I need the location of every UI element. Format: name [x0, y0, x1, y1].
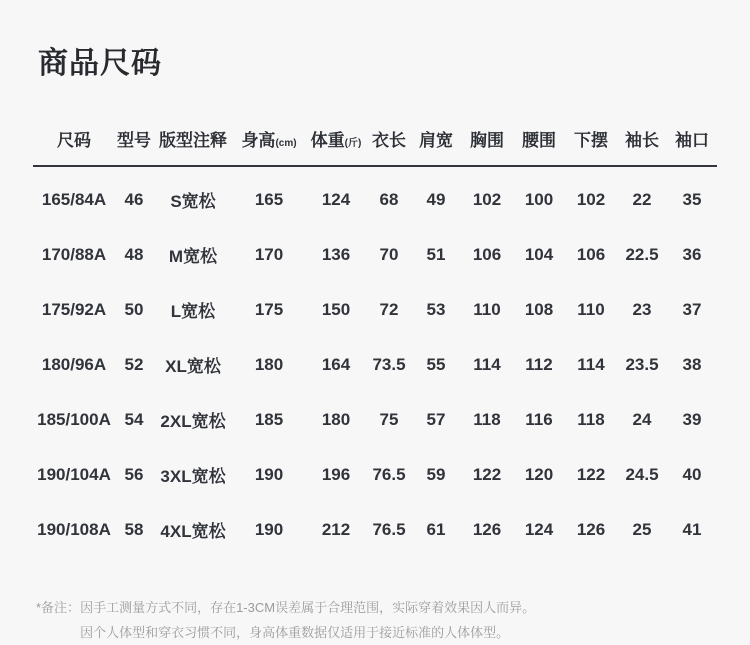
table-cell: 165 [254, 189, 284, 209]
table-cell: 170/88A [41, 244, 107, 264]
column-header: 体重(斤) [305, 116, 367, 166]
table-cell: 56 [124, 464, 144, 484]
column-header: 尺码 [33, 116, 115, 166]
table-cell: 24.5 [625, 464, 659, 484]
table-cell: M宽松 [168, 247, 218, 266]
table-cell: 52 [124, 354, 144, 374]
table-cell: 102 [576, 189, 606, 209]
table-cell: 136 [321, 244, 351, 264]
table-cell: 76.5 [372, 464, 406, 484]
column-header-unit: (cm) [275, 138, 297, 149]
table-cell: S宽松 [170, 192, 216, 211]
table-cell: 46 [124, 189, 144, 209]
table-cell: 118 [473, 409, 501, 429]
column-header-unit: (斤) [344, 138, 362, 149]
table-cell: 112 [525, 354, 553, 374]
table-cell: 39 [682, 409, 702, 429]
column-header: 袖口 [667, 116, 717, 166]
table-cell: 58 [124, 519, 144, 539]
remark-text [80, 595, 717, 645]
table-row [33, 337, 717, 392]
table-cell: 180 [254, 354, 284, 374]
table-cell: 106 [472, 244, 502, 264]
table-cell: 37 [682, 299, 702, 319]
table-cell: 120 [524, 464, 554, 484]
table-cell: 122 [472, 464, 502, 484]
table-cell: 110 [473, 299, 501, 319]
table-cell: 114 [577, 354, 605, 374]
remark-note [36, 595, 717, 645]
table-cell: L宽松 [170, 302, 216, 321]
table-cell: 122 [576, 464, 606, 484]
table-cell: 190 [254, 519, 284, 539]
table-cell: 59 [426, 464, 446, 484]
table-cell: 76.5 [372, 519, 406, 539]
table-cell: 23.5 [625, 354, 659, 374]
table-cell: 150 [321, 299, 351, 319]
remark-line-1: 因手工测量方式不同，存在1-3CM误差属于合理范围，实际穿着效果因人而异。 [80, 600, 536, 615]
column-header: 身高(cm) [233, 116, 305, 166]
table-cell: 102 [472, 189, 502, 209]
table-cell: 51 [426, 244, 446, 264]
table-cell: 24 [632, 409, 652, 429]
table-cell: XL宽松 [165, 357, 221, 376]
table-cell: 108 [524, 299, 554, 319]
table-cell: 196 [321, 464, 351, 484]
column-header: 袖长 [617, 116, 667, 166]
table-cell: 61 [426, 519, 446, 539]
table-cell: 114 [473, 354, 501, 374]
table-cell: 50 [124, 299, 144, 319]
column-header: 腰围 [513, 116, 565, 166]
table-cell: 126 [472, 519, 502, 539]
table-cell: 49 [426, 189, 446, 209]
size-table-body [33, 166, 717, 557]
table-cell: 118 [577, 409, 605, 429]
table-cell: 23 [632, 299, 652, 319]
table-cell: 185/100A [37, 409, 111, 429]
table-cell: 190/108A [37, 519, 111, 539]
table-row [33, 227, 717, 282]
table-cell: 25 [632, 519, 652, 539]
table-cell: 165/84A [41, 189, 107, 209]
table-cell: 175/92A [41, 299, 107, 319]
table-cell: 116 [525, 409, 553, 429]
table-cell: 2XL宽松 [160, 412, 226, 431]
table-cell: 110 [577, 299, 605, 319]
table-row [33, 502, 717, 557]
table-cell: 73.5 [372, 354, 406, 374]
table-cell: 22.5 [625, 244, 659, 264]
table-row [33, 282, 717, 337]
table-row [33, 166, 717, 227]
table-row [33, 447, 717, 502]
table-cell: 126 [576, 519, 606, 539]
column-header: 下摆 [565, 116, 617, 166]
column-header: 胸围 [461, 116, 513, 166]
table-cell: 22 [632, 189, 652, 209]
remark-line-2: 因个人体型和穿衣习惯不同，身高体重数据仅适用于接近标准的人体体型。 [80, 625, 510, 640]
table-cell: 164 [321, 354, 351, 374]
table-cell: 53 [426, 299, 446, 319]
table-cell: 72 [379, 299, 399, 319]
table-cell: 185 [254, 409, 284, 429]
table-cell: 106 [576, 244, 606, 264]
table-row [33, 392, 717, 447]
table-cell: 175 [254, 299, 284, 319]
table-cell: 124 [321, 189, 351, 209]
table-cell: 4XL宽松 [160, 522, 226, 541]
table-cell: 40 [682, 464, 702, 484]
table-cell: 180 [321, 409, 351, 429]
column-header: 肩宽 [411, 116, 461, 166]
table-cell: 100 [524, 189, 554, 209]
table-cell: 104 [524, 244, 554, 264]
table-cell: 180/96A [41, 354, 107, 374]
size-table-header-row [33, 116, 717, 166]
table-cell: 75 [379, 409, 399, 429]
page-title: 商品尺码 [38, 47, 162, 80]
table-cell: 70 [379, 244, 399, 264]
column-header: 衣长 [367, 116, 411, 166]
table-cell: 35 [682, 189, 702, 209]
column-header: 型号 [115, 116, 153, 166]
remark-label: *备注： [36, 600, 81, 615]
table-cell: 212 [321, 519, 351, 539]
size-table [33, 116, 717, 557]
table-cell: 41 [682, 519, 702, 539]
column-header: 版型注释 [153, 116, 233, 166]
table-cell: 170 [254, 244, 284, 264]
size-table-header [33, 116, 717, 166]
table-cell: 55 [426, 354, 446, 374]
table-cell: 38 [682, 354, 702, 374]
table-cell: 124 [524, 519, 554, 539]
table-cell: 190/104A [37, 464, 111, 484]
table-cell: 54 [124, 409, 144, 429]
table-cell: 190 [254, 464, 284, 484]
table-cell: 48 [124, 244, 144, 264]
table-cell: 57 [426, 409, 446, 429]
table-cell: 68 [379, 189, 399, 209]
table-cell: 3XL宽松 [160, 467, 226, 486]
table-cell: 36 [682, 244, 702, 264]
